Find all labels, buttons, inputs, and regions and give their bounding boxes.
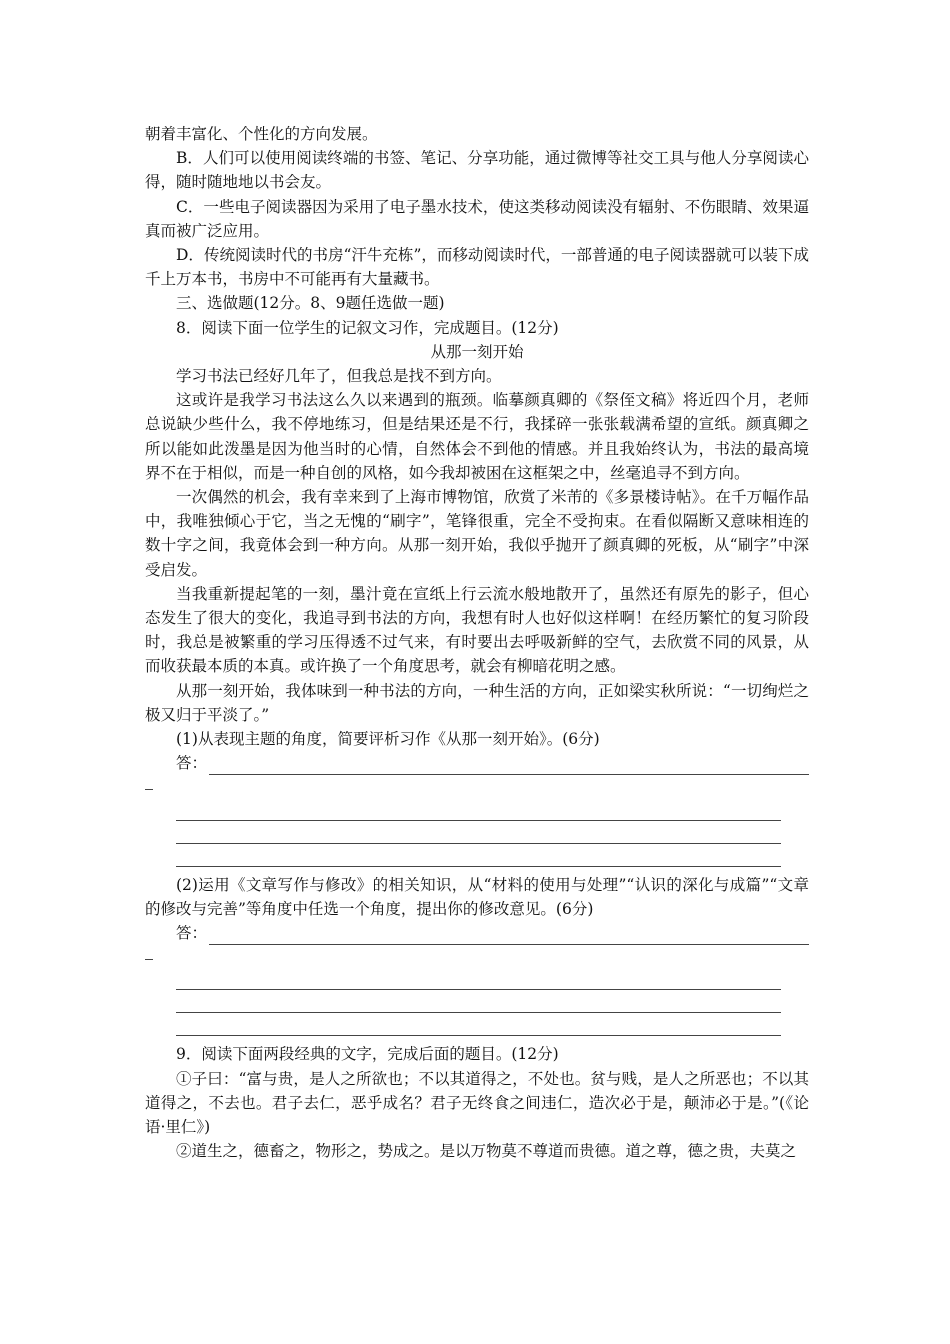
- answer-wrap-stub: [145, 775, 809, 799]
- answer-line[interactable]: [145, 921, 809, 945]
- passage-1: ①子曰：“富与贵，是人之所欲也；不以其道得之，不处也。贫与贱，是人之所恶也；不以其道得之，不去也。君子去仁，恶乎成名？君子无终食之间违仁，造次必于是，颠沛必于是。”(《论语·里仁》): [145, 1069, 809, 1137]
- answer-area-1[interactable]: [145, 751, 809, 868]
- essay-paragraph: 当我重新提起笔的一刻，墨汁竟在宣纸上行云流水般地散开了，虽然还有原先的影子，但心态发生了很大的变化，我追寻到书法的方向，我想有时人也好似这样啊！在经历繁忙的复习阶段时，我总是被繁重的学习压得透不过气来，有时要出去呼吸新鲜的空气，去欣赏不同的风景，从而收获最本质的本真。或许换了一个角度思考，就会有柳暗花明之感。: [145, 584, 809, 676]
- essay-paragraph: 学习书法已经好几年了，但我总是找不到方向。: [176, 367, 502, 386]
- text-line-continuation: 朝着丰富化、个性化的方向发展。: [145, 125, 378, 143]
- question-8-2-prompt: (2)运用《文章写作与修改》的相关知识，从“材料的使用与处理”“认识的深化与成篇”“文章的修改与完善”等角度中任选一个角度，提出你的修改意见。(6分): [145, 875, 809, 918]
- answer-blank-line[interactable]: [145, 846, 809, 869]
- option-b: B．人们可以使用阅读终端的书签、笔记、分享功能，通过微博等社交工具与他人分享阅读心得，随时随地地以书会友。: [145, 149, 809, 192]
- essay-paragraph: 从那一刻开始，我体味到一种书法的方向，一种生活的方向，正如梁实秋所说：“一切绚烂之极又归于平淡了。”: [145, 681, 809, 724]
- essay-paragraph: 这或许是我学习书法这么久以来遇到的瓶颈。临摹颜真卿的《祭侄文稿》将近四个月，老师总说缺少些什么，我不停地练习，但是结果还是不行，我揉碎一张张载满希望的宣纸。颜真卿之所以能如此泼墨是因为他当时的心情，自然体会不到他的情感。并且我始终认为，书法的最高境界不在于相似，而是一种自创的风格，如今我却被困在这框架之中，丝毫追寻不到方向。: [145, 391, 809, 482]
- option-d: D．传统阅读时代的书房“汗牛充栋”，而移动阅读时代，一部普通的电子阅读器就可以装下成千上万本书，书房中不可能再有大量藏书。: [145, 246, 809, 289]
- answer-area-2[interactable]: [145, 921, 809, 1038]
- answer-label: 答：: [176, 754, 208, 773]
- answer-blank-line[interactable]: [145, 1015, 809, 1038]
- question-8-1-prompt: (1)从表现主题的角度，简要评析习作《从那一刻开始》。(6分): [176, 730, 600, 749]
- answer-wrap-stub: [145, 945, 809, 969]
- answer-line[interactable]: [145, 751, 809, 775]
- answer-blank-line[interactable]: [145, 800, 809, 823]
- answer-blank-line[interactable]: [145, 823, 809, 846]
- answer-blank-line[interactable]: [145, 992, 809, 1015]
- essay-title: 从那一刻开始: [430, 342, 524, 361]
- answer-rule: [209, 929, 809, 945]
- answer-rule: [209, 759, 809, 775]
- question-9-prompt: 9．阅读下面两段经典的文字，完成后面的题目。(12分): [176, 1045, 559, 1064]
- question-8-prompt: 8．阅读下面一位学生的记叙文习作，完成题目。(12分): [176, 318, 559, 337]
- section-heading: 三、选做题(12分。8、9题任选做一题): [176, 294, 445, 313]
- passage-2: ②道生之，德畜之，物形之，势成之。是以万物莫不尊道而贵德。道之尊，德之贵，夫莫之: [176, 1142, 797, 1161]
- answer-label: 答：: [176, 924, 208, 943]
- essay-paragraph: 一次偶然的机会，我有幸来到了上海市博物馆，欣赏了米芾的《多景楼诗帖》。在千万幅作品中，我唯独倾心于它，当之无愧的“刷字”，笔锋很重，完全不受拘束。在看似隔断又意味相连的数十字之间，我竟体会到一种方向。从那一刻开始，我似乎抛开了颜真卿的死板，从“刷字”中深受启发。: [145, 488, 809, 579]
- answer-blank-line[interactable]: [145, 969, 809, 992]
- option-c: C．一些电子阅读器因为采用了电子墨水技术，使这类移动阅读没有辐射、不伤眼睛、效果逼真而被广泛应用。: [145, 197, 809, 240]
- document-page: [145, 122, 809, 1163]
